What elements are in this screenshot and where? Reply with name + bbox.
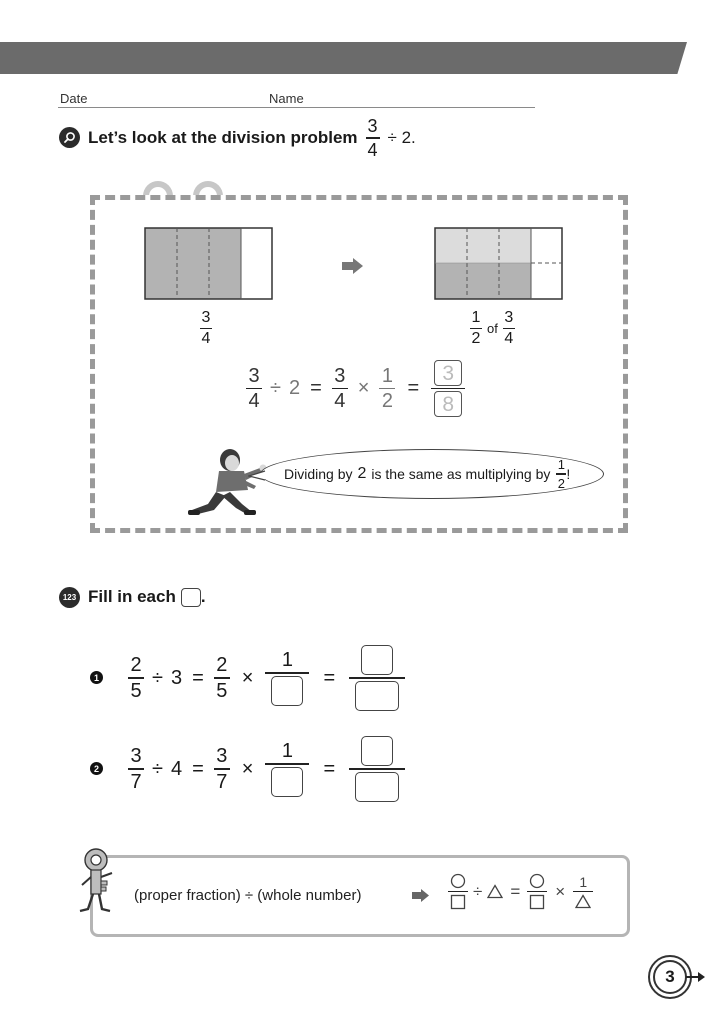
summary-formula — [448, 873, 593, 910]
p1-answer-den-input[interactable] — [355, 681, 399, 711]
example-f3-num: 1 — [381, 365, 394, 387]
p2-reciprocal — [265, 741, 309, 796]
p1-equals-1: = — [192, 666, 204, 689]
example-div-sign: ÷ — [270, 377, 281, 400]
example-f1-num: 3 — [248, 365, 260, 387]
p1-reciprocal — [265, 650, 309, 705]
speech-frac-den: 2 — [557, 475, 565, 491]
right-caption-b-num: 3 — [504, 309, 514, 326]
p1-reciprocal-den-input[interactable] — [271, 676, 303, 706]
date-label: Date — [60, 91, 88, 106]
problem-1 — [128, 640, 405, 716]
p1-divisor: 3 — [170, 666, 183, 689]
right-caption — [470, 310, 515, 347]
example-f3-den: 2 — [381, 390, 394, 413]
example-frac-3 — [379, 366, 395, 411]
speech-text-after: is the same as multiplying by — [371, 466, 551, 482]
right-caption-a-den: 2 — [471, 330, 481, 348]
speech-number: 2 — [357, 465, 367, 482]
numbers-123-icon: 123 — [59, 587, 80, 608]
circle-icon — [450, 873, 466, 889]
square-icon — [529, 894, 545, 910]
summary-text: (proper fraction) ÷ (whole number) — [134, 887, 362, 904]
intro-title — [88, 116, 416, 160]
p1-den: 5 — [130, 679, 142, 702]
p2-equals-2: = — [323, 757, 336, 780]
problem-2-badge: 2 — [90, 762, 103, 775]
p1-answer — [349, 645, 405, 710]
p2-answer-num-input[interactable] — [361, 736, 393, 766]
summary-frac-3 — [573, 875, 593, 909]
square-icon — [450, 894, 466, 910]
p2-reciprocal-den-input[interactable] — [271, 767, 303, 797]
p2-num: 3 — [130, 745, 142, 768]
p1-num2: 2 — [216, 654, 228, 677]
example-f1-den: 4 — [248, 390, 260, 413]
p1-div-sign: ÷ — [152, 666, 163, 689]
exercise-title — [88, 585, 206, 609]
p2-one: 1 — [281, 740, 294, 763]
summary-div-sign: ÷ — [473, 881, 483, 901]
right-caption-frac-a — [470, 310, 482, 347]
half-of-three-fourths-model — [434, 227, 564, 301]
name-label: Name — [269, 91, 304, 106]
dart-icon — [686, 971, 706, 983]
p2-equals-1: = — [192, 757, 204, 780]
header-band — [0, 42, 687, 74]
summary-equals-sign: = — [510, 881, 521, 901]
p2-den2: 7 — [216, 770, 228, 793]
p1-answer-num-input[interactable] — [361, 645, 393, 675]
speech-bubble-tail — [248, 470, 266, 482]
page-number: 3 — [653, 960, 687, 994]
example-frac-2 — [332, 366, 348, 411]
header-rule — [58, 107, 535, 108]
p1-equals-2: = — [323, 666, 336, 689]
example-equals-1: = — [310, 377, 322, 400]
p2-num2: 3 — [216, 745, 228, 768]
example-times-sign: × — [357, 377, 370, 400]
p2-divisor: 4 — [170, 757, 183, 780]
example-equals-2: = — [407, 377, 420, 400]
left-caption-fraction — [200, 310, 212, 347]
p1-num: 2 — [130, 654, 142, 677]
speech-end: ! — [566, 466, 571, 482]
p1-one: 1 — [281, 649, 294, 672]
example-f2-den: 4 — [334, 390, 346, 413]
right-caption-of: of — [487, 321, 498, 337]
exercise-title-end: . — [200, 587, 206, 606]
speech-text — [284, 456, 570, 492]
summary-frac-2 — [527, 873, 547, 910]
intro-fraction-num: 3 — [367, 116, 378, 137]
p1-times-sign: × — [241, 666, 254, 689]
p2-fraction-2 — [214, 746, 230, 791]
p2-den: 7 — [130, 770, 142, 793]
intro-title-suffix: ÷ 2. — [387, 128, 416, 147]
summary-one: 1 — [579, 873, 588, 890]
exercise-title-text: Fill in each — [88, 587, 176, 606]
p1-fraction-2 — [214, 655, 230, 700]
magnifier-icon — [59, 127, 80, 148]
summary-times-sign: × — [555, 881, 566, 901]
problem-2 — [128, 731, 405, 807]
example-f2-num: 3 — [334, 365, 346, 387]
p2-div-sign: ÷ — [152, 757, 163, 780]
intro-fraction — [366, 117, 380, 158]
speech-text-before: Dividing by — [284, 466, 353, 482]
arrow-right-icon — [342, 258, 364, 274]
example-frac-1 — [246, 366, 262, 411]
key-mascot-illustration — [76, 847, 120, 915]
example-divisor: 2 — [288, 377, 301, 400]
blank-box-icon — [181, 588, 201, 607]
summary-arrow-icon — [412, 889, 430, 902]
example-answer-num: 3 — [434, 360, 462, 386]
example-answer-den: 8 — [434, 391, 462, 417]
problem-1-badge: 1 — [90, 671, 103, 684]
summary-frac-1 — [448, 873, 468, 910]
p2-times-sign: × — [241, 757, 254, 780]
speech-fraction — [556, 458, 566, 489]
triangle-icon — [487, 884, 503, 899]
p2-fraction — [128, 746, 144, 791]
left-caption-num: 3 — [201, 309, 211, 326]
p2-answer-den-input[interactable] — [355, 772, 399, 802]
right-caption-a-num: 1 — [471, 309, 481, 326]
triangle-icon — [575, 894, 591, 909]
left-caption-den: 4 — [201, 330, 211, 348]
three-fourths-model — [144, 227, 274, 301]
right-caption-b-den: 4 — [504, 330, 514, 348]
p1-den2: 5 — [216, 679, 228, 702]
circle-icon — [529, 873, 545, 889]
example-answer-fraction — [431, 360, 465, 417]
p1-fraction — [128, 655, 144, 700]
speech-frac-num: 1 — [557, 457, 565, 473]
right-caption-frac-b — [503, 310, 515, 347]
p2-answer — [349, 736, 405, 801]
intro-fraction-den: 4 — [367, 139, 378, 160]
intro-title-text: Let’s look at the division problem — [88, 128, 358, 147]
example-equation — [246, 360, 465, 417]
